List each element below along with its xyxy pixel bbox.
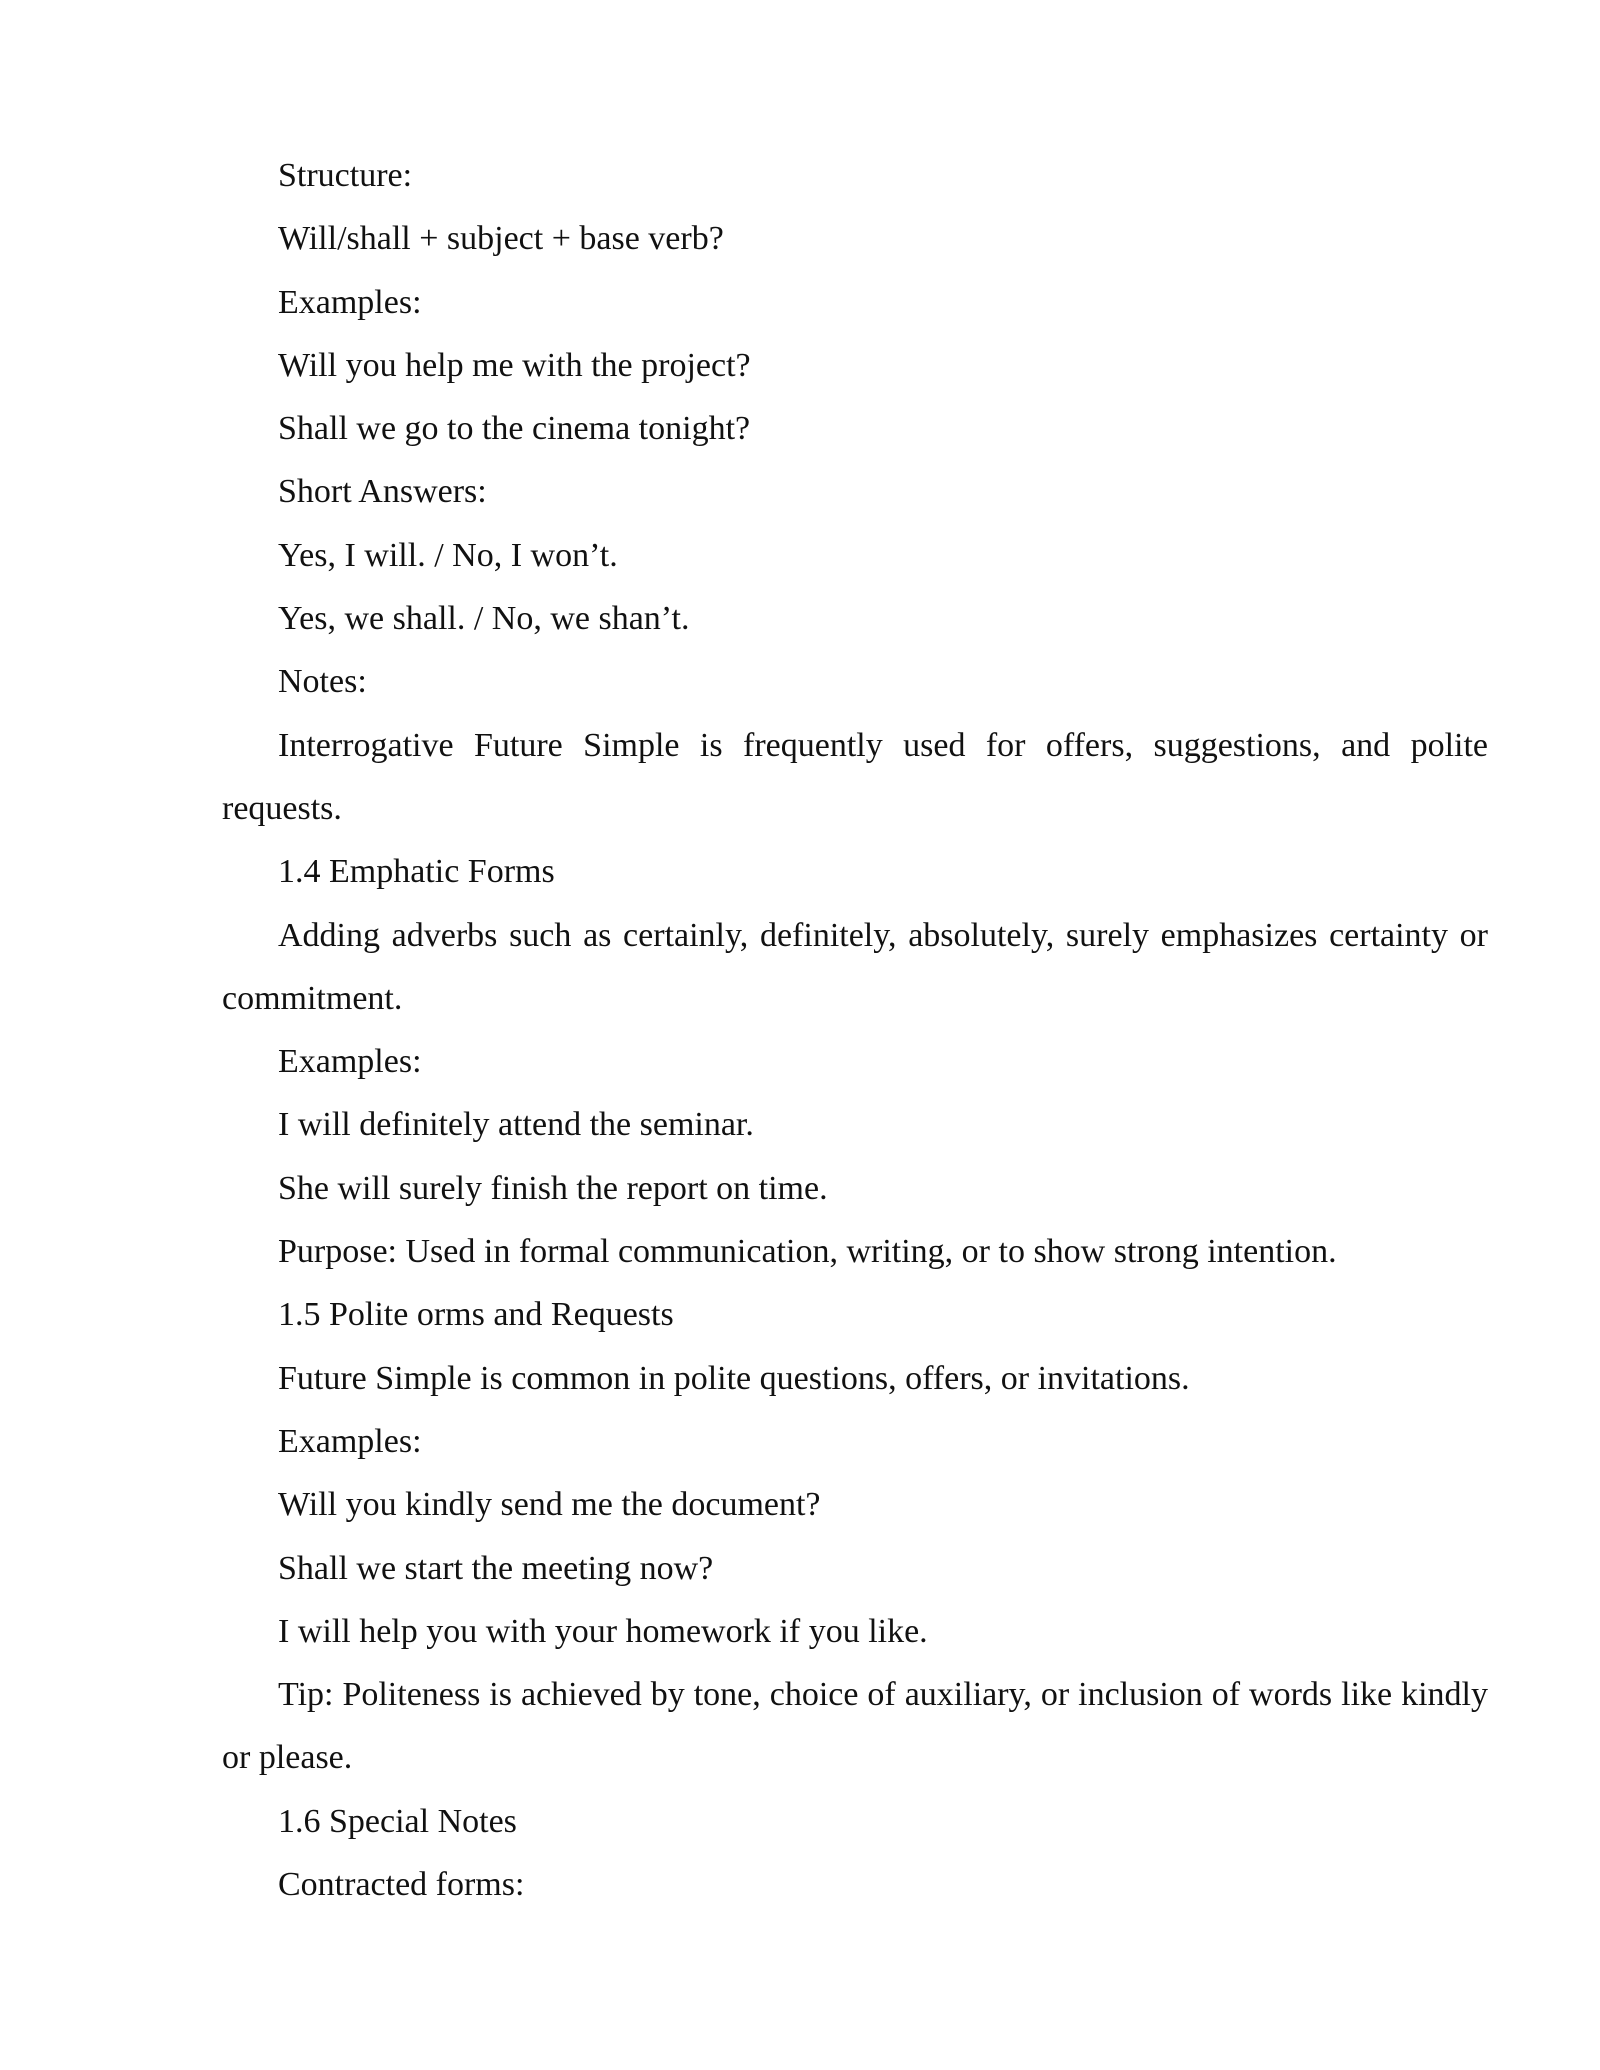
paragraph-polite-description: Future Simple is common in polite questions, offers, or invitations. — [278, 1359, 1190, 1397]
paragraph-examples-label: Examples: — [278, 1422, 422, 1460]
paragraph-examples-label: Examples: — [278, 1043, 422, 1081]
paragraph-example: I will definitely attend the seminar. — [278, 1106, 754, 1144]
paragraph-short-answer: Yes, we shall. / No, we shan’t. — [278, 600, 690, 638]
paragraph-structure-formula: Will/shall + subject + base verb? — [278, 220, 724, 258]
section-heading-special-notes: 1.6 Special Notes — [278, 1802, 517, 1840]
paragraph-example: She will surely finish the report on time. — [278, 1169, 828, 1207]
paragraph-example: Shall we go to the cinema tonight? — [278, 410, 751, 448]
section-heading-emphatic-forms: 1.4 Emphatic Forms — [278, 853, 555, 891]
section-heading-polite-forms: 1.5 Polite orms and Requests — [278, 1296, 674, 1334]
paragraph-examples-label: Examples: — [278, 283, 422, 321]
paragraph-example: Will you help me with the project? — [278, 346, 751, 384]
paragraph-notes-label: Notes: — [278, 663, 367, 701]
paragraph-emphatic-description: Adding adverbs such as certainly, definitely, absolutely, surely emphasizes certainty or commitment. — [222, 916, 1488, 1017]
paragraph-contracted-forms-label: Contracted forms: — [278, 1866, 525, 1904]
paragraph-short-answers-label: Short Answers: — [278, 473, 487, 511]
paragraph-example: Will you kindly send me the document? — [278, 1486, 821, 1524]
paragraph-note: Interrogative Future Simple is frequently used for offers, suggestions, and polite requests. — [222, 726, 1488, 827]
paragraph-structure-label: Structure: — [278, 157, 413, 194]
paragraph-short-answer: Yes, I will. / No, I won’t. — [278, 536, 618, 574]
paragraph-tip: Tip: Politeness is achieved by tone, choice of auxiliary, or inclusion of words like kindly or please. — [222, 1676, 1488, 1777]
paragraph-purpose: Purpose: Used in formal communication, writing, or to show strong intention. — [278, 1233, 1337, 1271]
paragraph-example: Shall we start the meeting now? — [278, 1549, 714, 1587]
paragraph-example: I will help you with your homework if you like. — [278, 1612, 928, 1650]
